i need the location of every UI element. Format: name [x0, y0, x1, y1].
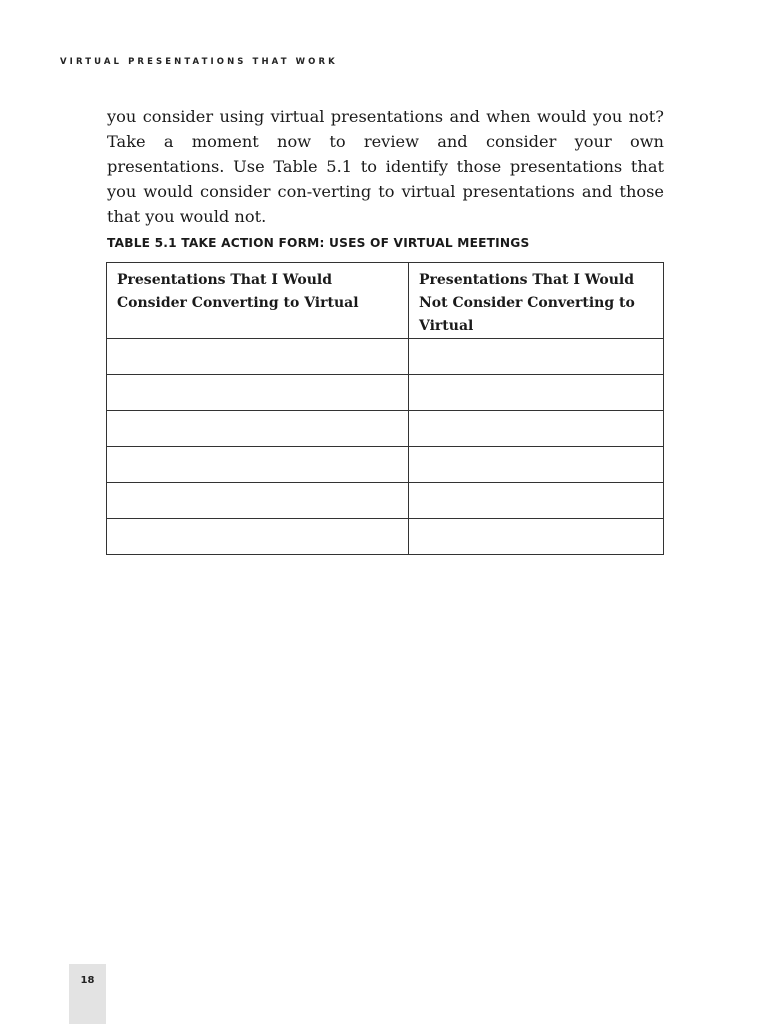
page-number-tab	[69, 964, 106, 1024]
table-cell-not-consider[interactable]	[409, 375, 664, 411]
table-cell-consider[interactable]	[107, 483, 409, 519]
table-row	[107, 519, 664, 555]
body-paragraph: you consider using virtual presentations and when would you not? Take a moment now to review and consider your own presentations. Use Table 5.1 to identify those presentations that you would consider con-verting to virtual presentations and those that you would not.	[107, 107, 664, 226]
table-cell-consider[interactable]	[107, 411, 409, 447]
table-row	[107, 339, 664, 375]
header-would-not-consider: Presentations That I Would Not Consider Converting to Virtual	[409, 263, 664, 339]
header-would-consider: Presentations That I Would Consider Converting to Virtual	[107, 263, 409, 339]
table-caption: TABLE 5.1 TAKE ACTION FORM: USES OF VIRTUAL MEETINGS	[107, 236, 530, 250]
table-cell-consider[interactable]	[107, 375, 409, 411]
running-head: VIRTUAL PRESENTATIONS THAT WORK	[60, 57, 338, 67]
table-row	[107, 483, 664, 519]
table-cell-not-consider[interactable]	[409, 339, 664, 375]
page-number: 18	[80, 975, 95, 986]
table-row	[107, 411, 664, 447]
take-action-table	[106, 262, 664, 555]
table-row	[107, 447, 664, 483]
table-cell-not-consider[interactable]	[409, 519, 664, 555]
table-cell-consider[interactable]	[107, 447, 409, 483]
table-cell-not-consider[interactable]	[409, 411, 664, 447]
table-row	[107, 375, 664, 411]
table-cell-consider[interactable]	[107, 519, 409, 555]
table-cell-not-consider[interactable]	[409, 483, 664, 519]
table-header-row	[107, 263, 664, 339]
table-cell-not-consider[interactable]	[409, 447, 664, 483]
table-cell-consider[interactable]	[107, 339, 409, 375]
